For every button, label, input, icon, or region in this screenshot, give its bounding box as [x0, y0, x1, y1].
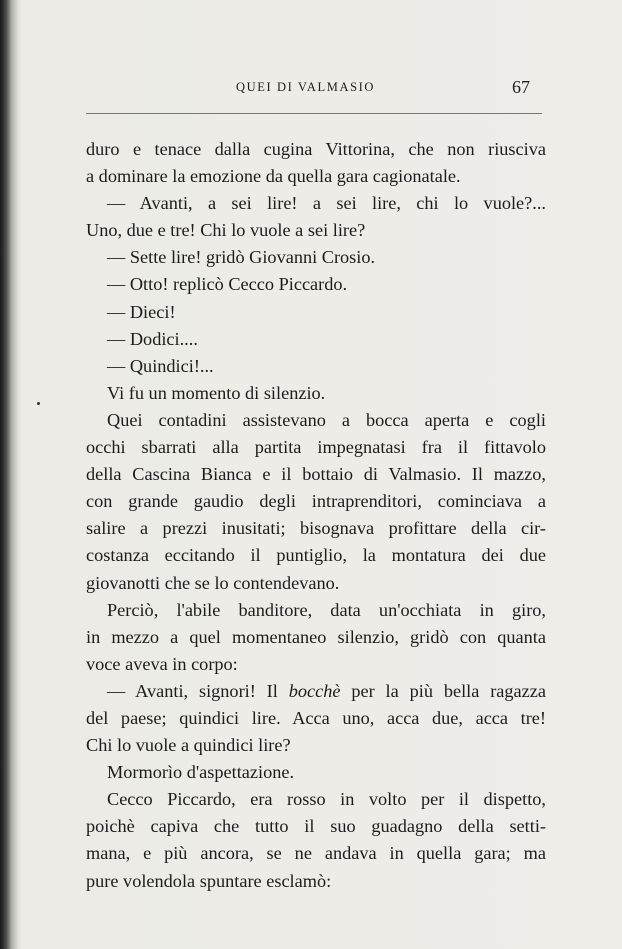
body-text [86, 136, 546, 895]
text-line: Quei contadini assistevano a bocca aperta e cogli [107, 409, 546, 430]
text-line: in mezzo a quel momentaneo silenzio, gridò con quanta [86, 626, 546, 647]
text-line: duro e tenace dalla cugina Vittorina, che non riusciva [86, 139, 546, 159]
text-fragment: — Avanti, signori! Il [107, 680, 289, 701]
text-line: occhi sbarrati alla partita impegnatasi fra il fittavolo [86, 437, 546, 458]
text-line: — Sette lire! gridò Giovanni Crosio. [107, 247, 376, 268]
text-line: pure volendola spuntare esclamò: [86, 870, 332, 891]
page-header [86, 77, 542, 102]
text-line: con grande gaudio degli intraprenditori, cominciava a [86, 491, 546, 512]
text-line: — Quindici!... [107, 355, 214, 376]
page-fold-shadow [0, 0, 18, 949]
text-line: — Dieci! [107, 301, 176, 322]
text-line: della Cascina Bianca e il bottaio di Valmasio. Il mazzo, [86, 464, 546, 485]
text-line: — Otto! replicò Cecco Piccardo. [107, 274, 348, 295]
text-line: Chi lo vuole a quindici lire? [86, 735, 291, 756]
margin-dot [37, 402, 40, 405]
text-line: voce aveva in corpo: [86, 653, 238, 674]
text-line: mana, e più ancora, se ne andava in quella gara; ma [86, 843, 546, 864]
text-line: Vi fu un momento di silenzio. [107, 382, 326, 403]
text-line: Uno, due e tre! Chi lo vuole a sei lire? [86, 220, 366, 241]
page-number: 67 [512, 77, 530, 97]
text-line: Cecco Piccardo, era rosso in volto per il dispetto, [107, 789, 546, 810]
text-line: poichè capiva che tutto il suo guadagno della setti- [86, 816, 546, 837]
text-line: Mormorìo d'aspettazione. [107, 762, 295, 783]
text-line: a dominare la emozione da quella gara cagionatale. [86, 166, 461, 187]
text-line: salire a prezzi inusitati; bisognava profittare della cir- [86, 518, 546, 539]
text-fragment: per la più bella ragazza [340, 680, 546, 701]
text-line: giovanotti che se lo contendevano. [86, 572, 340, 593]
header-rule [86, 113, 542, 114]
italic-word: bocchè [288, 680, 341, 701]
text-line: — Avanti, a sei lire! a sei lire, chi lo vuole?... [107, 193, 546, 214]
text-line: — Dodici.... [107, 328, 198, 349]
running-title: QUEI DI VALMASIO [236, 80, 376, 94]
text-line: costanza eccitando il puntiglio, la montatura dei due [86, 545, 546, 566]
text-line [86, 678, 546, 705]
text-line: del paese; quindici lire. Acca uno, acca due, acca tre! [86, 707, 546, 728]
text-line: Perciò, l'abile banditore, data un'occhiata in giro, [107, 599, 546, 620]
